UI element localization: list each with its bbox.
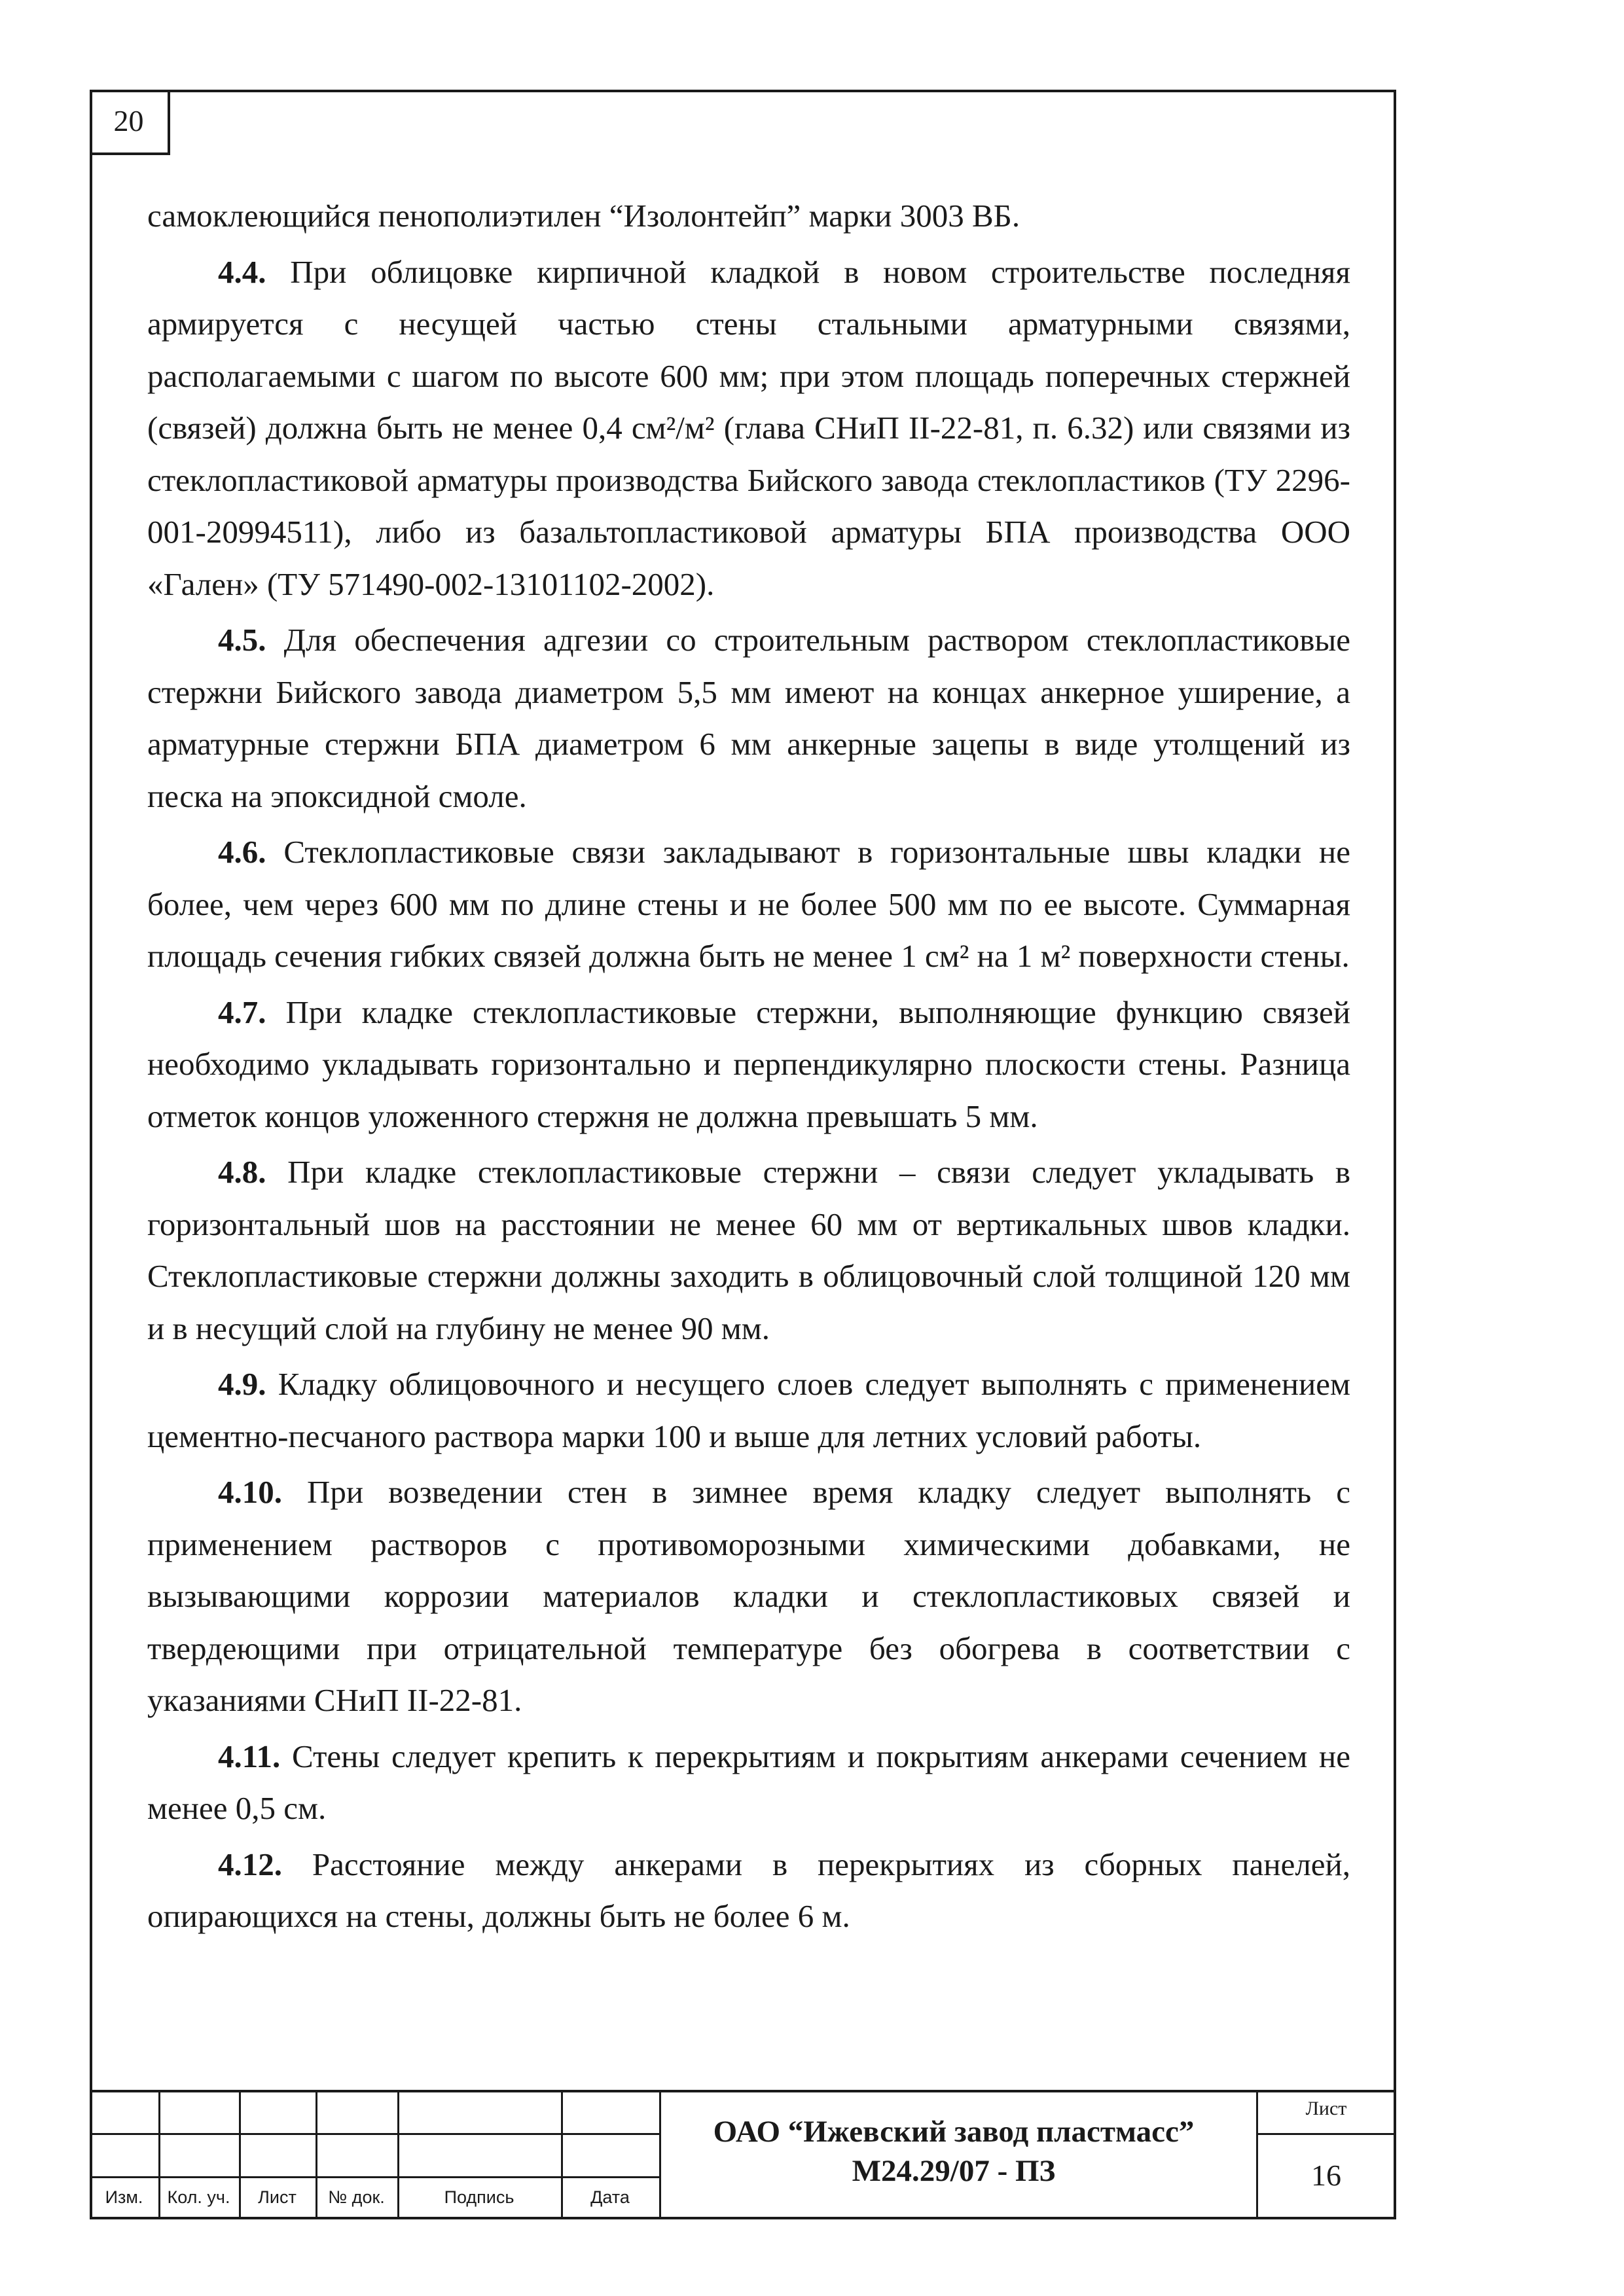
paragraph bbox=[147, 614, 1350, 822]
clause-number: 4.8. bbox=[218, 1154, 266, 1190]
clause-number: 4.9. bbox=[218, 1366, 266, 1402]
stamp-label-count: Кол. уч. bbox=[167, 2187, 230, 2207]
document-body bbox=[147, 190, 1350, 1943]
paragraph bbox=[147, 826, 1350, 982]
paragraph bbox=[147, 246, 1350, 611]
paragraph-text: При кладке стеклопластиковые стержни, выполняющие функцию связей необходимо укладывать горизонтально и перпендикулярно плоскости стены. Разница отметок концов уложенного стержня не должна превышать 5 мм. bbox=[147, 994, 1350, 1134]
paragraph-text: При возведении стен в зимнее время кладку следует выполнять с применением растворов с противоморозными химическими добавками, не вызывающими коррозии материалов кладки и стеклопластиковых связей и твердеющими при отрицательной температуре без обогрева в соответствии с указаниями СНиП II-22-81. bbox=[147, 1474, 1351, 1718]
document-code: М24.29/07 - ПЗ bbox=[852, 2154, 1056, 2188]
organization-name: ОАО “Ижевский завод пластмасс” bbox=[713, 2115, 1195, 2149]
clause-number: 4.5. bbox=[218, 622, 266, 658]
paragraph bbox=[147, 1358, 1350, 1462]
stamp-label-doc-number: № док. bbox=[328, 2187, 385, 2207]
paragraph-text: Расстояние между анкерами в перекрытиях из сборных панелей, опирающихся на стены, должны быть не более 6 м. bbox=[147, 1846, 1351, 1934]
paragraph-text: Стены следует крепить к перекрытиям и покрытиям анкерами сечением не менее 0,5 см. bbox=[147, 1738, 1350, 1826]
clause-number: 4.7. bbox=[218, 994, 266, 1030]
paragraph bbox=[147, 1839, 1350, 1943]
paragraph-text: Для обеспечения адгезии со строительным раствором стеклопластиковые стержни Бийского завода диаметром 5,5 мм имеют на концах анкерное уширение, а арматурные стержни БПА диаметром 6 мм анкерные зацепы в виде утолщений из песка на эпоксидной смоле. bbox=[147, 622, 1350, 814]
stamp-label-signature: Подпись bbox=[444, 2187, 514, 2207]
paragraph bbox=[147, 190, 1350, 242]
paragraph bbox=[147, 1146, 1350, 1354]
paragraph-text: Стеклопластиковые связи закладывают в горизонтальные швы кладки не более, чем через 600 мм по длине стены и не более 500 мм по ее высоте. Суммарная площадь сечения гибких связей должна быть не менее 1 см² на 1 м² поверхности стены. bbox=[147, 834, 1351, 974]
paragraph bbox=[147, 1731, 1350, 1835]
paragraph-text: Кладку облицовочного и несущего слоев следует выполнять с применением цементно-песчаного раствора марки 100 и выше для летних условий работы. bbox=[147, 1366, 1350, 1454]
stamp-label-sheet: Лист bbox=[258, 2187, 297, 2207]
clause-number: 4.12. bbox=[218, 1846, 282, 1882]
paragraph-text: При облицовке кирпичной кладкой в новом строительстве последняя армируется с несущей частью стены стальными арматурными связями, располагаемыми с шагом по высоте 600 мм; при этом площадь поперечных стержней (связей) должна быть не менее 0,4 см²/м² (глава СНиП II-22-81, п. 6.32) или связями из стеклопластиковой арматуры производства Бийского завода стеклопластиков (ТУ 2296-001-20994511), либо из базальтопластиковой арматуры БПА производства ООО «Гален» (ТУ 571490-002-13101102-2002). bbox=[147, 253, 1350, 602]
stamp-label-date: Дата bbox=[590, 2187, 630, 2207]
title-block bbox=[90, 2090, 1396, 2219]
sheet-number: 16 bbox=[1311, 2159, 1341, 2192]
page-number: 20 bbox=[90, 90, 170, 155]
paragraph bbox=[147, 986, 1350, 1143]
paragraph-text: самоклеющийся пенополиэтилен “Изолонтейп” марки 3003 ВБ. bbox=[147, 198, 1020, 234]
stamp-label-change: Изм. bbox=[105, 2187, 143, 2207]
clause-number: 4.4. bbox=[218, 253, 266, 290]
clause-number: 4.6. bbox=[218, 834, 266, 870]
organization-block bbox=[659, 2112, 1248, 2191]
paragraph-text: При кладке стеклопластиковые стержни – связи следует укладывать в горизонтальный шов на расстоянии не менее 60 мм от вертикальных швов кладки. Стеклопластиковые стержни должны заходить в облицовочный слой толщиной 120 мм и в несущий слой на глубину не менее 90 мм. bbox=[147, 1154, 1351, 1346]
sheet-label: Лист bbox=[1305, 2098, 1347, 2119]
clause-number: 4.10. bbox=[218, 1474, 282, 1510]
clause-number: 4.11. bbox=[218, 1738, 281, 1774]
paragraph bbox=[147, 1466, 1350, 1727]
